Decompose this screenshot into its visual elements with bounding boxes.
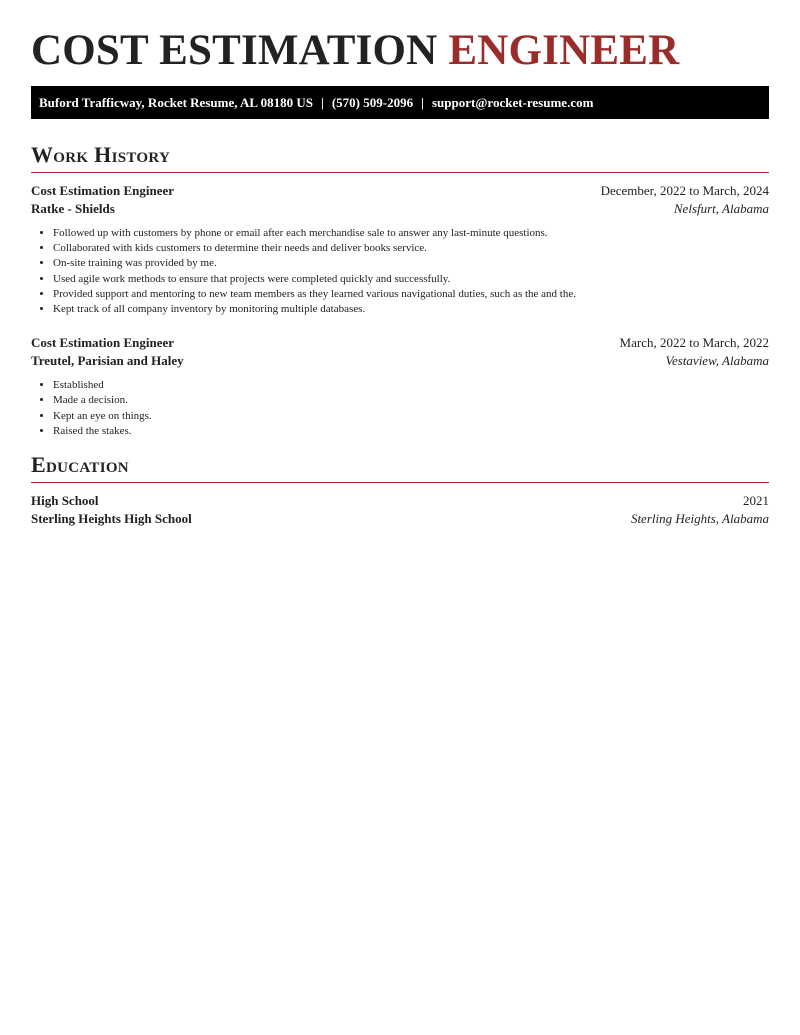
education-school: Sterling Heights High School xyxy=(31,511,192,527)
section-divider xyxy=(31,482,769,483)
job-company: Ratke - Shields xyxy=(31,201,115,216)
education-header-row xyxy=(31,492,769,510)
education-school-row xyxy=(31,510,769,528)
job-entry xyxy=(31,182,769,317)
job-company-row xyxy=(31,200,769,218)
job-title: Cost Estimation Engineer xyxy=(31,183,174,198)
job-bullet: • Provided support and mentoring to new team members as they learned various navigational duties, such as the and the. xyxy=(53,287,769,302)
resume-name xyxy=(31,0,769,73)
contact-separator: | xyxy=(421,95,424,110)
section-heading-education: Education xyxy=(31,452,129,478)
contact-address: Buford Trafficway, Rocket Resume, AL 08180 US xyxy=(39,95,313,110)
education-section xyxy=(31,452,769,528)
job-bullet: • Used agile work methods to ensure that projects were completed quickly and successfully. xyxy=(53,272,769,287)
job-location: Vestaview, Alabama xyxy=(665,353,769,369)
job-bullet-list xyxy=(31,378,769,439)
name-first: COST ESTIMATION xyxy=(31,27,438,74)
job-header-row xyxy=(31,182,769,200)
job-bullet: • Established xyxy=(53,378,769,393)
contact-bar xyxy=(31,86,769,119)
job-location: Nelsfurt, Alabama xyxy=(673,201,769,216)
education-year: 2021 xyxy=(743,493,769,509)
education-entry xyxy=(31,492,769,528)
job-title: Cost Estimation Engineer xyxy=(31,335,174,351)
section-divider xyxy=(31,172,769,173)
contact-phone: (570) 509-2096 xyxy=(331,95,414,110)
job-dates: March, 2022 to March, 2022 xyxy=(619,335,769,351)
job-bullet: • Collaborated with kids customers to determine their needs and deliver books service. xyxy=(53,241,769,256)
job-bullet: • Followed up with customers by phone or email after each merchandise sale to answer any last-minute questions. xyxy=(53,226,769,241)
contact-separator: | xyxy=(320,95,324,110)
job-header-row xyxy=(31,334,769,352)
education-degree: High School xyxy=(31,493,99,509)
job-company: Treutel, Parisian and Haley xyxy=(31,353,184,369)
name-last: ENGINEER xyxy=(448,27,680,74)
contact-email: support@rocket-resume.com xyxy=(431,95,594,110)
job-dates: December, 2022 to March, 2024 xyxy=(600,183,769,198)
job-bullet: • On-site training was provided by me. xyxy=(53,256,769,271)
job-bullet: • Kept an eye on things. xyxy=(53,409,769,424)
work-history-section xyxy=(31,142,769,439)
job-bullet: • Made a decision. xyxy=(53,393,769,408)
education-location: Sterling Heights, Alabama xyxy=(630,511,769,527)
job-company-row xyxy=(31,352,769,370)
job-bullet: • Raised the stakes. xyxy=(53,424,769,439)
section-heading-work-history: Work History xyxy=(31,142,171,167)
job-bullet: • Kept track of all company inventory by monitoring multiple databases. xyxy=(53,302,769,317)
job-bullet-list xyxy=(31,226,769,317)
job-entry xyxy=(31,334,769,439)
